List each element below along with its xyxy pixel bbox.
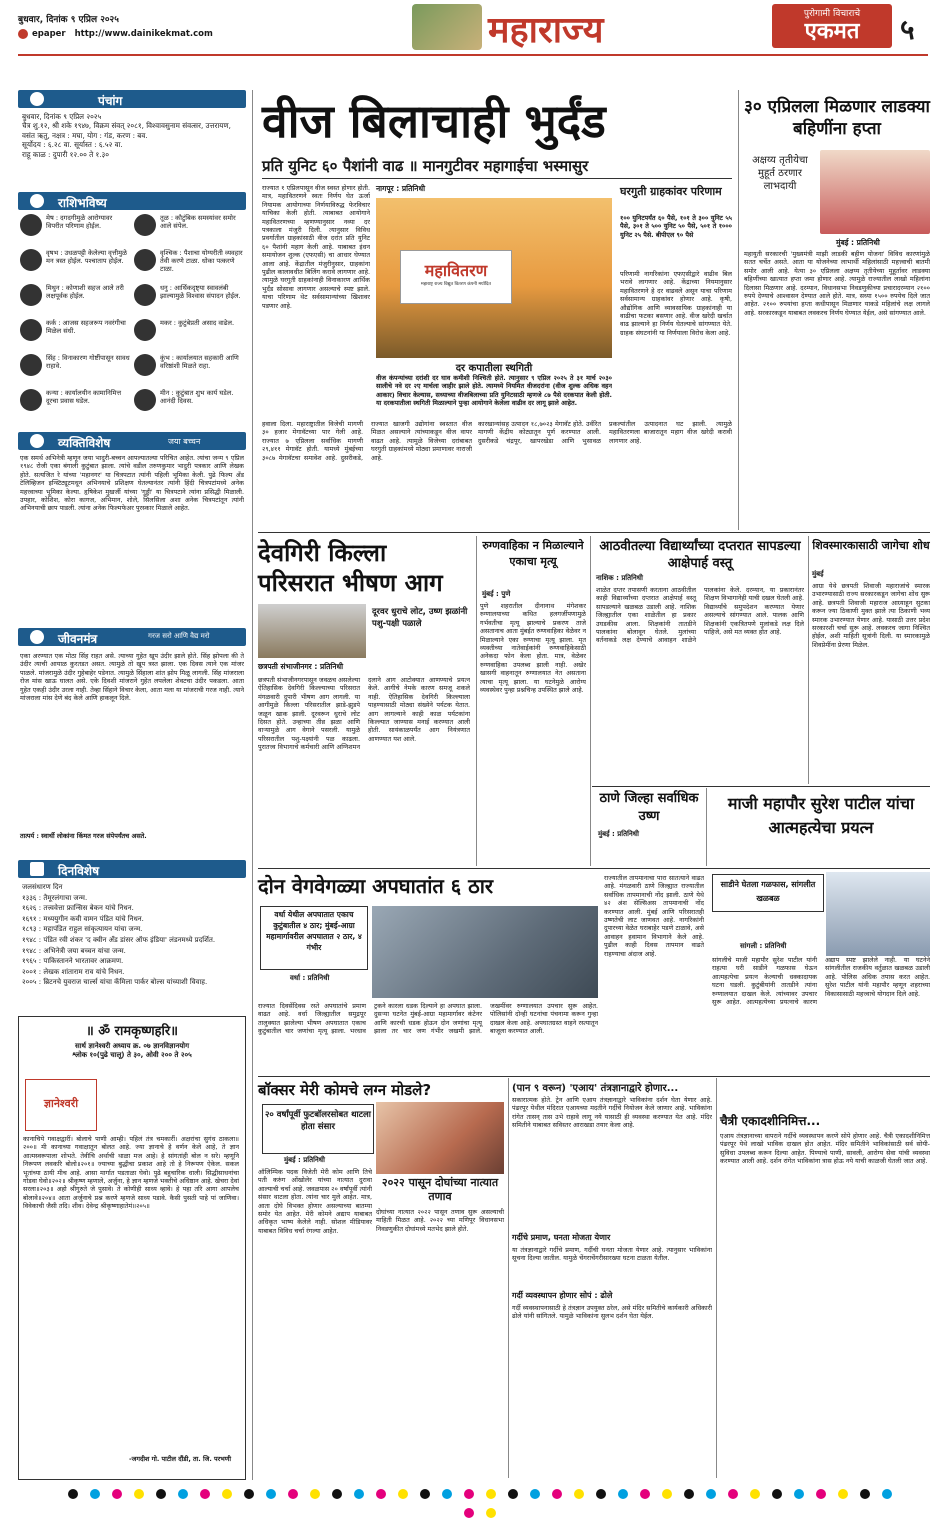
om-icon — [30, 92, 44, 106]
athavi-headline: आठवीतल्या विद्यार्थ्यांच्या दप्तरात सापडल्या आक्षेपार्ह वस्तू — [599, 539, 801, 571]
devgiri-text: छत्रपती संभाजीनगरपासून जवळच असलेल्या ऐतिहासिक देवगिरी किल्ल्याच्या परिसरात मंगळवारी दुपारी भीषण आग लागली. या आगीमुळे किल्ला परिसरातील झाडे-झुडपे जळून खाक झाली. दूरवरून धुराचे लोट दिसत होते. उन्हाच्या तीव्र झळा आणि वाऱ्यामुळे आग वेगाने पसरली. यामुळे परिसरातील पशु-पक्ष्यांनी पळ काढला. पुरातत्त्व विभागाचे कर्मचारी आणि अग्निशमन दलाने आग आटोक्यात आणण्याचे प्रयत्न केले. आगीचे नेमके कारण समजू शकले नाही. ऐतिहासिक देवगिरी किल्ल्याला पाहण्यासाठी मोठ्या संख्येने पर्यटक येतात. आग लागल्याने काही काळ पर्यटकांना किल्ल्यात जाण्यास मनाई करण्यात आली होती. सायंकाळपर्यंत आग नियंत्रणात आणण्यात यश आले. — [258, 676, 470, 752]
boxer-byline: मुंबई : प्रतिनिधी — [284, 1156, 325, 1164]
leo-icon — [20, 354, 42, 376]
ai-headline: (पान ९ वरून) 'एआय' तंत्रज्ञानाद्वारे होणार... — [512, 1083, 679, 1094]
main-headline: वीज बिलाचाही भुर्दंड — [262, 94, 606, 148]
rashi-item: मीन : कुटुंबात शुभ कार्य घडेल. आनंदी दिवस. — [160, 389, 234, 405]
accident-photo — [372, 906, 598, 998]
panchang-header — [18, 90, 246, 108]
athavi-byline: नाशिक : प्रतिनिधी — [596, 574, 643, 582]
mahapaur-box-text: साडीने घेतला गळफास, सांगलीत खळबळ — [720, 880, 816, 903]
rashi-item: मिथुन : कोणाशी सहज आले तरी लक्षपूर्वक होईल. — [46, 284, 124, 300]
main-column-4: परिणामी नागरिकांना एफएसीद्वारे वाढीव बिल भरावे लागणार आहे. केंद्राच्या नियमानुसार महावितरणने हे दर वाढवले असून याचा परिणाम सर्वसामान्य ग्राहकांवर होणार आहे. कृषी, औद्योगिक आणि व्यावसायिक ग्राहकांनाही या वाढीचा फटका बसणार आहे. वीज खरेदी खर्चात वाढ झाल्याने हा निर्णय घेतल्याचे सांगण्यात येते. ग्राहक संघटनांनी या निर्णयाला विरोध केला आहे. — [620, 270, 732, 337]
main-column-3: कारखान्यांसह उत्पादन १८,७०२३ मेगावॅट होते. उर्वरित मागणी केंद्रीय कोट्यातून पूर्ण करण्यात आली. दुसरीकडे चंद्रपूर, खापरखेडा आणि भुसावळ प्रकल्पांतील उत्पादनात घट झाली. त्यामुळे महावितरणला बाजारातून महाग वीज खरेदी करावी लागणार आहे. — [478, 420, 732, 445]
ai-text: सकारात्मक होते. ट्रेन आणि एआय तंत्रज्ञानाद्वारे भाविकांना दर्शन घेता येणार आहे. पंढरपूर येथील मंदिरात एआयच्या मदतीने गर्दीचे नियोजन केले जाणार आहे. भाविकांना रांगेत तासन् तास उभे राहावे लागू नये यासाठी ही व्यवस्था करण्यात येत आहे. मंदिर समितीने याबाबत सविस्तर आराखडा तयार केला आहे. — [512, 1096, 712, 1130]
globe-icon — [18, 29, 28, 39]
cancer-icon — [20, 319, 42, 341]
ladki-subhead: अक्षय्य तृतीयेचा मुहूर्त ठरणार लाभदायी — [752, 155, 808, 192]
dnyaneshwari-title: ॥ ॐ रामकृष्णहरि॥ — [85, 1024, 179, 1039]
mahapaur-headline: माजी महापौर सुरेश पाटील यांचा आत्महत्येचा प्रयत्न — [727, 794, 915, 837]
taurus-icon — [20, 249, 42, 271]
dnyaneshwari-subtitle: सार्थ ज्ञानेश्वरी अध्याय क्र. ०७ ज्ञानविज्ञानयोग — [74, 1042, 190, 1050]
zodiac-icon — [30, 194, 44, 208]
ladki-text: महायुती सरकारची 'मुख्यमंत्री माझी लाडकी बहीण योजना' विविध कारणांमुळे सतत चर्चेत असते. आता या योजनेच्या लाभार्थी महिलांसाठी महत्त्वाची बातमी समोर आली आहे. येत्या ३० एप्रिलला अक्षय्य तृतीयेच्या मुहूर्तावर लाडक्या बहिणींच्या खात्यात हप्ता जमा होणार आहे. त्यामुळे राज्यातील लाखो महिलांना दिलासा मिळणार आहे. दरम्यान, विधानसभा निवडणुकीच्या प्रचारादरम्यान २१०० रुपये देण्याचे आश्वासन देण्यात आले होते. मात्र, सध्या १५०० रुपयेच दिले जात आहेत. २१०० रुपयांचा हप्ता कधीपासून मिळणार याकडे महिलांचे लक्ष लागले आहे. सरकारकडून याबाबत लवकरच निर्णय घेण्यात येईल, असे सांगण्यात आले. — [744, 250, 930, 317]
chaitri-text: एआय तंत्रज्ञानाच्या वापराने गर्दीचे व्यवस्थापन करणे सोपे होणार आहे. चैत्री एकादशीनिमित्त पंढरपूर येथे लाखो भाविक दाखल होत आहेत. मंदिर समितीने भाविकांसाठी सर्व सोयी-सुविधा उपलब्ध करून दिल्या आहेत. पिण्याचे पाणी, सावली, आरोग्य सेवा यांची व्यवस्था करण्यात आली आहे. दर्शन रांगेत भाविकांना त्रास होऊ नये याची काळजी घेतली जात आहे. — [720, 1132, 930, 1166]
ai-text2: या तंत्रज्ञानाद्वारे गर्दीचे प्रमाण, गर्दीची घनता मोजता येणार आहे. त्यानुसार भाविकांना सूचना दिल्या जातील. यामुळे चेंगराचेंगरीसारख्या घटना टाळता येतील. — [512, 1246, 712, 1263]
aries-icon — [20, 214, 42, 236]
rashi-item: धनु : आर्थिकदृष्ट्या स्वावलंबी झाल्यामुळे विश्वास संपादन होईल. — [160, 284, 241, 300]
vyakti-header — [18, 432, 246, 450]
rashi-item: कन्या : कार्यालयीन कामानिमित्त दूरचा प्रवास घडेल. — [46, 389, 122, 405]
rashi-item: कुंभ : कार्यालयात सहकारी आणि वरिष्ठांशी मिळते राहा. — [160, 354, 239, 370]
list-item: १६२६ : तत्त्ववेत्ता फ्रान्सिस बेकन यांचे निधन. — [22, 904, 134, 913]
thane-headline: ठाणे जिल्हा सर्वाधिक उष्ण — [599, 791, 699, 824]
shivsmarak-byline: मुंबई — [812, 570, 824, 578]
apghat-box — [260, 906, 368, 970]
vyakti-title: व्यक्तिविशेष — [58, 436, 111, 450]
jivan-subtitle: गरज सरो आणि वैद्य मरो — [148, 632, 210, 640]
dinvishesh-header — [18, 860, 246, 878]
color-registration-bar — [60, 1484, 900, 1498]
jivan-text: एका अरण्यात एक मोठा सिंह राहत असे. त्याच्या गुहेत खूप उंदीर झाले होते. सिंह झोपला की ते उंदीर त्याची आयाळ कुरतडत असत. त्यामुळे तो खूप त्रस्त झाला. एक दिवस त्याने एक मांजर पाळले. मांजरामुळे उंदीर गुहेबाहेर पडेनात. त्यामुळे सिंहाला शांत झोप मिळू लागली. सिंह मांजराला रोज मांस खाऊ घालत असे. एके दिवशी मांजराने गुहेत लपलेला शेवटचा उंदीर पकडला. आता गुहेत एकही उंदीर उरला नाही. तेव्हा सिंहाने विचार केला, आता मला या मांजराची गरज नाही. त्याने मांजराला मांस देणे बंद केले आणि हाकलून दिले. — [20, 652, 244, 703]
mahavitaran-logo-sub: महाराष्ट्र राज्य विद्युत वितरण कंपनी मर्यादित — [421, 282, 491, 287]
section-title: महाराज्य — [488, 9, 604, 51]
shivsmarak-text: आग्रा येथे छत्रपती शिवाजी महाराजांचे स्मारक उभारण्यासाठी राज्य सरकारकडून जागेचा शोध सुरू आहे. छत्रपती शिवाजी महाराज आग्र्याहून सुटका करून ज्या ठिकाणी मुक्त झाले त्या ठिकाणी भव्य स्मारक उभारण्यात येणार आहे. यासाठी उत्तर प्रदेश सरकारशी चर्चा सुरू आहे. लवकरच जागा निश्चित होईल, अशी माहिती सूत्रांनी दिली. या स्मारकामुळे शिवप्रेमींना प्रेरणा मिळेल. — [812, 582, 930, 649]
brand-tagline: पुरोगामी विचाराचे — [803, 9, 861, 19]
woman-photo — [820, 150, 930, 234]
virgo-icon — [20, 389, 42, 411]
apghat-byline: वर्धा : प्रतिनिधी — [290, 974, 330, 982]
epaper-label: epaper — [32, 29, 66, 39]
boxer-text: ऑलिम्पिक पदक विजेती मेरी कोम आणि तिचे पती करुंग ओंखोलेर यांच्या नात्यात दुरावा आल्याची चर्चा आहे. जवळपास २० वर्षांपूर्वी त्यांनी संसार थाटला होता. त्यांना चार मुले आहेत. मात्र, आता दोघे विभक्त होणार असल्याच्या बातम्या समोर येत आहेत. मेरी कोमने अद्याप याबाबत अधिकृत भाष्य केलेले नाही. सोशल मीडियावर याबाबत विविध चर्चा रंगल्या आहेत. — [258, 1168, 372, 1235]
shivsmarak-headline: शिवस्मारकासाठी जागेचा शोध — [812, 539, 930, 552]
devgiri-byline: छत्रपती संभाजीनगर : प्रतिनिधी — [258, 662, 344, 671]
sidebar — [18, 60, 246, 1480]
brand-name: एकमत — [804, 19, 860, 44]
mahapaur-text: सांगलीचे माजी महापौर सुरेश पाटील यांनी राहत्या घरी साडीने गळफास घेऊन आत्महत्येचा प्रयत्न केल्याची धक्कादायक घटना घडली. कुटुंबीयांनी तातडीने त्यांना रुग्णालयात दाखल केले. त्यांच्यावर उपचार सुरू आहेत. आत्महत्येच्या प्रयत्नाचे कारण अद्याप स्पष्ट झालेले नाही. या घटनेने सांगलीतील राजकीय वर्तुळात खळबळ उडाली आहे. पोलिस अधिक तपास करत आहेत. सुरेश पाटील यांनी महापौर म्हणून शहराच्या विकासासाठी महत्त्वाचे योगदान दिले आहे. — [712, 956, 930, 1007]
rugnavahika-byline: मुंबई : पुणे — [482, 590, 511, 598]
dnyaneshwari-lines: श्लोक १०(पुढे चालू) ते ३०, ओवी २०० ते २०५ — [72, 1051, 192, 1059]
dnyaneshwari-logo — [25, 1079, 97, 1131]
dinvishesh-list — [22, 882, 244, 1004]
pisces-icon — [134, 389, 156, 411]
calendar-icon — [30, 862, 44, 876]
rashi-header — [18, 192, 246, 210]
panchang-line: बुधवार, दिनांक ९ एप्रिल २०२५ — [22, 112, 102, 121]
ai-sub1: गर्दीचे प्रमाण, घनता मोजता येणार — [512, 1233, 611, 1242]
rashi-item: वृश्चिक : पैशाचा योग्यरीती व्यवहार तेवी करणे टाळा. धोका पत्करणे टाळा. — [160, 249, 243, 273]
domestic-box: १०० युनिटपर्यंत ६० पैसे, १०१ ते ३०० युनिट ५५ पैसे, ३०१ ते ५०० युनिट ५० पैसे, ५०१ ते १००० युनिट २५ पैसे. बीपीएल ९० पैसे — [620, 214, 732, 239]
vyakti-text: एक समर्थ अभिनेत्री म्हणून जया भादुरी-बच्चन आपल्यातल्या परिचित आहेत. त्यांचा जन्म ९ एप्रिल १९४८ रोजी एका बंगाली कुटुंबात झाला. त्यांचे वडील तरुणकुमार भादुरी पत्रकार आणि लेखक होते. सत्यजित रे यांच्या 'महानगर' या चित्रपटात त्यांनी पहिली भूमिका केली. पुढे फिल्म अँड टेलिव्हिजन इन्स्टिट्यूटमधून अभिनयाचे प्रशिक्षण घेतल्यानंतर त्यांनी हिंदी चित्रपटांमध्ये अनेक महत्त्वाच्या भूमिका केल्या. हृषिकेश मुखर्जी यांच्या 'गुड्डी' या चित्रपटाने त्यांना प्रसिद्धी मिळाली. उपहार, कोशिश, कोरा कागज, अभिमान, शोले, सिलसिला अशा अनेक चित्रपटांतून त्यांनी अभिनयाची छाप पाडली. त्यांना अनेक फिल्मफेअर पुरस्कार मिळाले आहेत. — [20, 454, 244, 513]
mahavitaran-logo — [400, 250, 512, 304]
scorpio-icon — [134, 249, 156, 271]
domestic-box-title: घरगुती ग्राहकांवर परिणाम — [620, 185, 722, 198]
politician-photo — [826, 872, 930, 956]
ai-sub2: गर्दी व्यवस्थापन होणार सोपं : ढोले — [512, 1291, 613, 1300]
dinvishesh-title: दिनविशेष — [58, 864, 100, 878]
boxer-photo-box — [376, 1176, 504, 1294]
jivan-title: जीवनमंत्र — [58, 632, 98, 646]
dnyaneshwari-logo-text: ज्ञानेश्वरी — [43, 1097, 79, 1110]
devgiri-photo-caption: दूरवर धुराचे लोट, उष्ण झळांनी पशु-पक्षी पळाले — [372, 607, 468, 629]
boxer-box — [262, 1104, 374, 1154]
devgiri-headline: देवगिरी किल्ला परिसरात भीषण आग — [258, 538, 443, 597]
mahapaur-box — [712, 874, 824, 912]
list-item: १९६५ : पाकिस्तानने भारतावर आक्रमण. — [22, 957, 124, 966]
thane-text: राज्यातील तापमानाचा पारा सातत्याने वाढत आहे. मंगळवारी ठाणे जिल्ह्यात राज्यातील सर्वाधिक तापमानाची नोंद झाली. ठाणे येथे ४२ अंश सेल्सिअस तापमानाची नोंद करण्यात आली. मुंबई आणि परिसरातही उष्णतेची लाट जाणवत आहे. नागरिकांनी दुपारच्या वेळेत घराबाहेर पडणे टाळावे, असे आवाहन हवामान विभागाने केले आहे. पुढील काही दिवस तापमान वाढते राहण्याचा अंदाज आहे. — [604, 874, 704, 958]
list-item: १९४८ : पंडित रवी शंकर 'द क्वीन अँड डांसर ऑफ इंडिया' लंडनमध्ये प्रदर्शित. — [22, 935, 216, 944]
list-item: १६९१ : मध्ययुगीन कवी वामन पंडित यांचे निधन. — [22, 914, 144, 923]
list-item: जलसंधारण दिन — [22, 883, 63, 891]
chaitri-headline: चैत्री एकादशीनिमित्त... — [720, 1114, 821, 1128]
apghat-headline: दोन वेगवेगळ्या अपघातांत ६ ठार — [258, 874, 494, 898]
panchang-line: सूर्योदय : ६.२८ वा. सूर्यास्त : ६.५२ वा. — [22, 140, 123, 150]
main-byline: नागपूर : प्रतिनिधी — [376, 184, 426, 193]
rashi-item: सिंह : विनाकारण गोष्टींपासून सावध राहावे. — [46, 354, 130, 370]
libra-icon — [134, 214, 156, 236]
masthead — [0, 0, 945, 58]
mahavitaran-logo-text: महावितरण — [424, 261, 488, 280]
mantra-icon — [30, 630, 44, 644]
ladki-byline: मुंबई : प्रतिनिधी — [836, 238, 880, 247]
rashi-item: मेष : दगदगीमुळे आरोग्यावर विपरीत परिणाम होईल. — [46, 214, 113, 230]
panchang-title: पंचांग — [98, 94, 123, 108]
rashi-item: कर्क : आजस सहजरूप नवरंगीचा मिळेल संधी. — [46, 319, 126, 335]
mahapaur-byline: सांगली : प्रतिनिधी — [740, 942, 787, 950]
apghat-box-text: वर्धा येथील अपघातात एकाच कुटुंबातील ४ ठार; मुंबई-आग्रा महामार्गावरील अपघातात २ ठार, ४ गंभीर — [266, 910, 362, 952]
boxer-photo-box-title: २०२२ पासून दोघांच्या नात्यात तणाव — [381, 1176, 499, 1203]
aquarius-icon — [134, 354, 156, 376]
boxer-photo-box-sub: दोघांच्या नात्यात २०२२ पासून तणाव सुरू असल्याची माहिती मिळत आहे. २०२२ च्या मणिपूर विधानसभा निवडणुकीत दोघांमध्ये मतभेद झाले होते. — [376, 1208, 504, 1233]
capricorn-icon — [134, 319, 156, 341]
epaper-url[interactable]: http://www.dainikekmat.com — [74, 29, 213, 39]
brand-box — [772, 4, 892, 48]
ladki-headline: ३० एप्रिलला मिळणार लाडक्या बहिणींना हप्ता — [744, 97, 930, 139]
list-item: २००१ : लेखक शांताराम राव यांचे निधन. — [22, 967, 125, 976]
fire-photo — [258, 604, 366, 658]
list-item: २००५ : ब्रिटनचे युवराज चार्ल्स यांचा कॅमिला पार्कर बोल्स यांच्याशी विवाह. — [22, 978, 208, 987]
main-column-1: राज्यात १ एप्रिलपासून वीज स्वस्त होणार होती. मात्र, महावितरणने स्वतः निर्णय घेत ऊर्जा नियामक आयोगाच्या निर्णयाविरुद्ध फेरविचार याचिका केली होती. त्याबाबत आयोगाने महावितरणच्या म्हणण्यानुसार नव्या दर पत्रकाला मंजुरी दिली. त्यानुसार विविध प्रवर्गातील ग्राहकांसाठी वीज दरांत प्रति युनिट ६० पैशांनी महाग केली आहे. याबाबत इंधन समायोजन शुल्क (एफएसी) चा आधार घेण्यात आला आहे. केंद्रातील मंजुरीनुसार, ग्राहकांना पुढील कालावधीत बिलिंग करावे लागणार आहे. त्यामुळे घरगुती ग्राहकांनाही विनाकारण आर्थिक भुर्दंड सोसावा लागणार असल्याचे स्पष्ट झाले. याचा परिणाम थेट सर्वसामान्यांच्या खिशावर पडणार आहे. — [262, 184, 370, 310]
thane-byline: मुंबई : प्रतिनिधी — [598, 830, 639, 838]
list-item: १९४८ : अभिनेत्री जया बच्चन यांचा जन्म. — [22, 946, 126, 955]
dnyaneshwari-text: कानाचिये गवाक्षद्वारीं। बोलाचे पाणी आम्ही। पहिलं तंत्र चमकारीं। अक्षरांचा सुगंध ठाकला॥२००॥ मी कानाच्या गवाक्षातून बोलत आहे. ज्या ज्ञानाचे हे वर्णन केले आहे, ते ज्ञान आत्मस्वरूपाला शोभते. तेवीचि अर्थाची थाळा मज आहे। हे सांगतांही बोल न सरे। म्हणूनि निरूपण लवकरि बोलो॥२०१॥ ज्याच्या बुद्धीचा प्रकाश आहे तो हे निरूपण ऐकेल. सकल भूतांच्या ठायी मीच आहे. आसा मार्गात पडताळा घेवो। पुढे बहुचारिक धाली। सिद्धीसाधनांचा गोडवा घेवो॥२०२॥ श्रीकृष्ण म्हणाले, अर्जुना, हे ज्ञान म्हणजे भक्तीचे अधिष्ठान आहे. खेचरा देवां सरला॥२०३॥ अहो श्रीगुरुते जे पुसावे। ते कोणीही साध्य व्हावे। हे पहा तरि आगा आपलेच बोलावे॥२०४॥ आता अर्जुनाचे प्रश्न करणे म्हणजे साध्य पडावे. कैसी पुसती पाहे पां जाणिवा। विवेकाची जैसी तदि। शीव। देवेन्द्र श्रीकृष्णाहातेमं॥२०५॥ — [23, 1135, 239, 1211]
jivan-moral: तात्पर्य : स्वार्थी लोकांना किंमत गरज संपेपर्यंतच असते. — [20, 832, 147, 840]
boxer-headline: बॉक्सर मेरी कोमचे लग्न मोडले? — [258, 1081, 432, 1099]
gemini-icon — [20, 284, 42, 306]
dnyaneshwari-signature: -जगदीश गो. पाटील दौंडी, ता. जि. परभणी — [129, 1455, 232, 1463]
rugnavahika-text: पुणे शहरातील दीनानाथ मंगेशकर रुग्णालयाच्या कथित हलगर्जीपणामुळे गर्भवतीचा मृत्यू झाल्याचे प्रकरण ताजे असतानाच आता मुंबईत रुग्णवाहिका वेळेवर न मिळाल्याने एका रुग्णाचा मृत्यू झाला. मृत व्यक्तीच्या नातेवाईकांनी रुग्णवाहिकेसाठी अनेकदा फोन केला होता. मात्र, वेळेवर रुग्णवाहिका उपलब्ध झाली नाही. अखेर खासगी वाहनातून रुग्णालयात नेत असताना त्याचा मृत्यू झाला. या घटनेमुळे आरोग्य व्यवस्थेवर पुन्हा प्रश्नचिन्ह उपस्थित झाले आहे. — [480, 602, 586, 695]
list-item: १८९३ : महापंडित राहुल सांकृत्यायन यांचा जन्म. — [22, 925, 143, 934]
sagittarius-icon — [134, 284, 156, 306]
dnyaneshwari-box — [18, 1016, 246, 1480]
apghat-text: राज्यात दिवसेंदिवस रस्ते अपघातांचे प्रमाण वाढत आहे. वर्धा जिल्ह्यातील समुद्रपूर तालुक्यात झालेल्या भीषण अपघातात एकाच कुटुंबातील चार जणांचा मृत्यू झाला. भरधाव ट्रकने कारला धडक दिल्याने हा अपघात झाला. दुसऱ्या घटनेत मुंबई-आग्रा महामार्गावर कंटेनर आणि कारची धडक होऊन दोन जणांचा मृत्यू झाला तर चार जण गंभीर जखमी झाले. जखमींवर रुग्णालयात उपचार सुरू आहेत. पोलिसांनी दोन्ही घटनांचा पंचनामा करून गुन्हा दाखल केला आहे. अपघातग्रस्त वाहने रस्त्यातून बाजूला करण्यात आली. — [258, 1002, 598, 1036]
panchang-line: राहू काळ : दुपारी १२.०० ते १.३० — [22, 149, 109, 159]
person-icon — [30, 434, 44, 448]
rashi-item: तूळ : कौटुंबिक समस्यांवर समोर आले संपेल. — [160, 214, 236, 230]
main-subhead: प्रति युनिट ६० पैशांनी वाढ ॥ मानगुटीवर महागाईचा भस्मासुर — [262, 157, 589, 175]
power-tower-photo — [376, 198, 612, 358]
family-photo — [376, 1102, 504, 1174]
date-line: बुधवार, दिनांक ९ एप्रिल २०२५ — [18, 15, 119, 25]
panchang-body — [22, 112, 244, 164]
chaitri-intro — [720, 1080, 930, 1110]
athavi-text: शाळेत दप्तर तपासणी करताना आठवीतील काही विद्यार्थ्यांच्या दप्तरात आक्षेपार्ह वस्तू सापडल्याने खळबळ उडाली आहे. नाशिक जिल्ह्यातील एका शाळेतील हा प्रकार उघडकीस आला. शिक्षकांनी तातडीने पालकांना बोलावून घेतले. मुलांच्या वर्तनाकडे लक्ष देण्याचे आवाहन शाळेने पालकांना केले. दरम्यान, या प्रकारानंतर शिक्षण विभागानेही याची दखल घेतली आहे. विद्यार्थ्यांचे समुपदेशन करण्यात येणार असल्याचे सांगण्यात आले. पालक आणि शिक्षकांनी एकत्रितपणे मुलांकडे लक्ष दिले पाहिजे, असे मत व्यक्त होत आहे. — [596, 586, 804, 645]
jivan-header — [18, 628, 246, 646]
rashi-title: राशिभविष्य — [58, 196, 107, 210]
rashi-item: मकर : कुटुंबेप्रती असाद वाढेल. — [160, 319, 235, 327]
rashi-grid — [18, 214, 246, 424]
photo-caption-title: दर कपातीला स्थगिती — [455, 363, 533, 374]
vyakti-subtitle: जया बच्चन — [168, 437, 201, 446]
photo-caption: वीज कंपन्यांच्या दरांशी दर घाव कमीशी निश्चिती होते. त्यानुसार ९ एप्रिल २०२५ ते ३१ मार्च २०३० सालीचे नवे दर २ए मार्चला जाहीर झाले होते. त्यामध्ये नियमित वीजदरांना (वीज शुल्क अधिक वहन आकार) विचार केल्यास, सध्याच्या वीजबिलाच्या प्रति युनिटसाठी म्हणजे ८७ पैसे दरकपात केली होती. या दरकपातीला स्थगिती मिळाल्याने पुन्हा आयोगाने केलेला वाढीव दर लागू झाले आहेत. — [376, 374, 612, 408]
boxer-box-text: २० वर्षांपूर्वी फुटबॉलरसोबत थाटला होता संसार — [265, 1110, 371, 1132]
page-number: ५ — [900, 13, 915, 46]
maharashtra-map-graphic — [412, 4, 482, 50]
main-column-2: हवाला दिला. महाराष्ट्रातील विजेची मागणी ३० हजार मेगावॅटच्या पार गेली आहे. राज्यात ७ एप्रिलला सर्वाधिक मागणी २९,४११ मेगावॅट होती. यामध्ये मुंबईच्या ३०८७ मेगावॅटचा समावेश आहे. दुसरीकडे, राज्यात खाजगी उद्योगांना स्वस्तात वीज मिळत असल्याने त्यांच्याकडून वीज वापर वाढत आहे. त्यामुळे विजेच्या दरांबाबत घरगुती ग्राहकांमध्ये मोठ्या प्रमाणावर नाराजी आहे. — [262, 420, 472, 462]
rashi-item: वृषभ : उधळपट्टी केलेल्या वृत्तीमुळे मन त्रस्त होईल. पश्चाताप होईल. — [46, 249, 128, 265]
ai-text3: गर्दी व्यवस्थापनासाठी हे तंत्रज्ञान उपयुक्त ठरेल, असे मंदिर समितीचे कार्यकारी अधिकारी ढोले यांनी सांगितले. यामुळे भाविकांना सुलभ दर्शन घेता येईल. — [512, 1304, 712, 1321]
panchang-line: चैत्र शु.१२, श्री शके १९४७, विक्रम संवत् २०८१, विश्वावसुनाम संवत्सर, उत्तरायण, वसंत ऋतु, नक्षत्र : मघा, योग : गंड, करण : बव. — [22, 121, 231, 140]
list-item: १३३६ : तैमूरलंगाचा जन्म. — [22, 893, 88, 902]
rugnavahika-headline: रुग्णवाहिका न मिळाल्याने एकाचा मृत्यू — [482, 539, 584, 568]
